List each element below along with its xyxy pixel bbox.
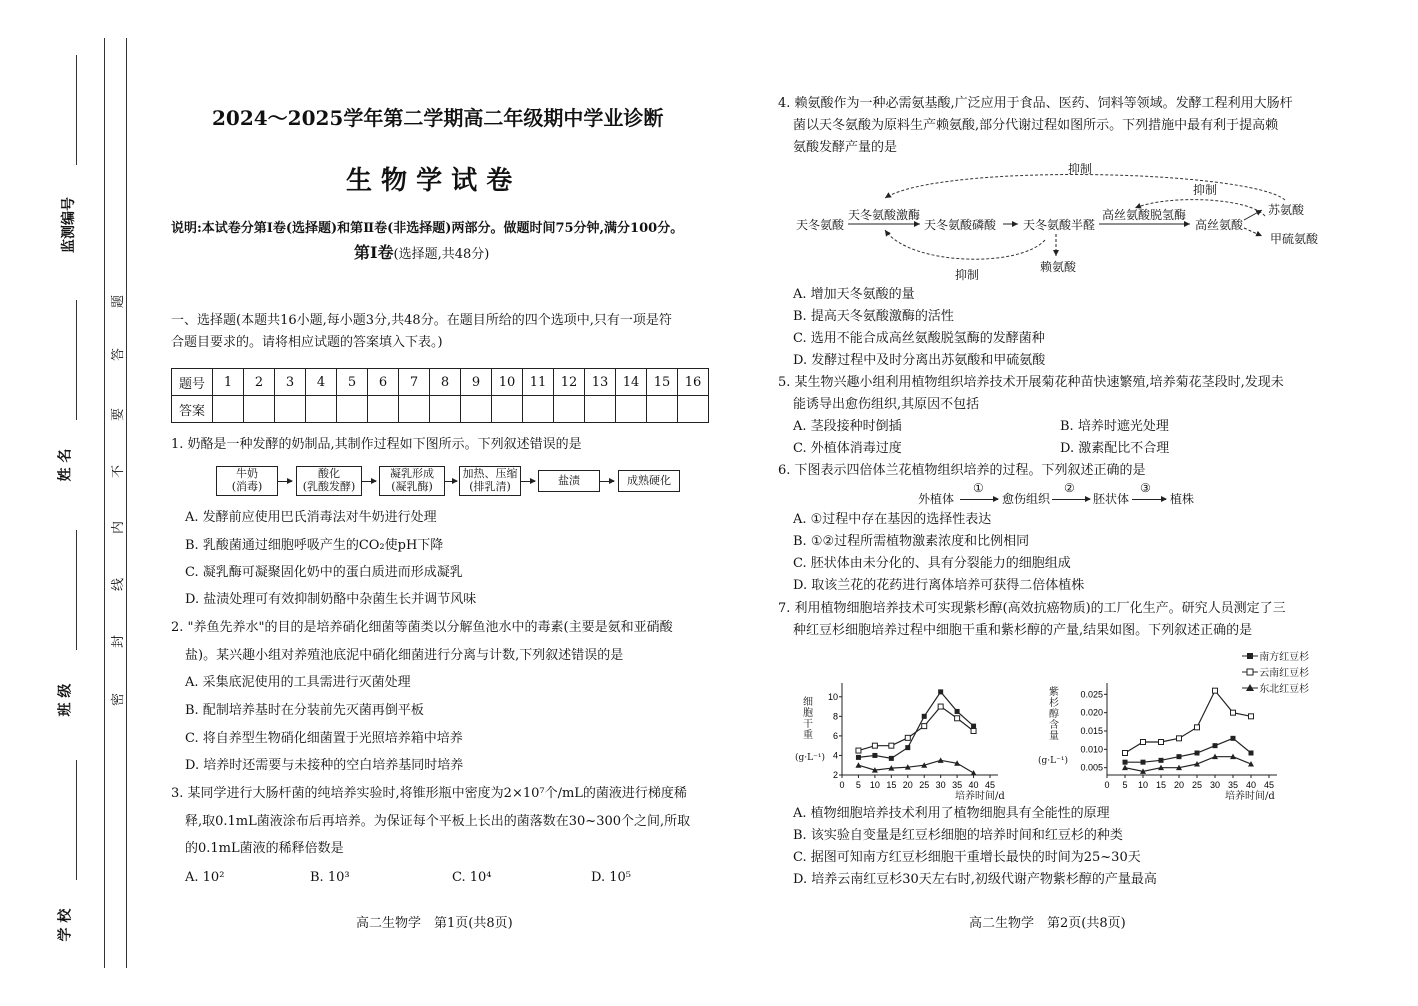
- x-tick-label: 30: [1209, 780, 1221, 788]
- y-tick-label: 10: [827, 691, 838, 702]
- part1-title: 第Ⅰ卷: [354, 243, 394, 262]
- chart2-xlabel: 培养时间/d: [1225, 791, 1275, 802]
- q4-enzyme-kinase: 天冬氨酸激酶: [848, 208, 921, 222]
- q1-flow-ripen: 成熟硬化: [618, 470, 680, 492]
- side-underline-2: [76, 300, 77, 420]
- q5-stem-line2: 能诱导出愈伤组织,其原因不包括: [793, 397, 980, 412]
- data-point: [1231, 736, 1236, 741]
- data-point: [938, 757, 944, 763]
- footer-page2: 高二生物学 第2页(共8页): [969, 916, 1126, 931]
- chart1-xlabel: 培养时间/d: [955, 791, 1005, 802]
- x-tick-label: 10: [869, 780, 880, 788]
- q3-stem-line3: 的0.1mL菌液的稀释倍数是: [185, 841, 344, 856]
- q4-inhibit-label-bottom: 抑制: [955, 268, 980, 282]
- answer-cell[interactable]: [213, 396, 244, 423]
- data-point: [1177, 754, 1182, 759]
- q5-option-b: B. 培养时遮光处理: [1060, 419, 1169, 434]
- data-point: [856, 755, 861, 760]
- q1-flow-heat: [459, 466, 521, 496]
- chart1-ylabel: [802, 697, 814, 741]
- question-number: 5: [337, 369, 368, 396]
- binding-line-inner: [126, 38, 127, 968]
- x-tick-label: 45: [984, 780, 996, 788]
- answer-cell[interactable]: [585, 396, 616, 423]
- q6-stem: 6. 下图表示四倍体兰花植物组织培养的过程。下列叙述正确的是: [778, 463, 1146, 478]
- q2-option-b: B. 配制培养基时在分装前先灭菌再倒平板: [185, 703, 424, 718]
- data-point: [855, 762, 861, 768]
- x-tick-label: 40: [968, 780, 979, 788]
- y-tick-label: 6: [832, 730, 838, 741]
- q6-option-d: D. 取该兰花的花药进行离体培养可获得二倍体植株: [793, 578, 1085, 593]
- data-point: [955, 709, 960, 714]
- ylabel-char: 醇: [1049, 709, 1059, 720]
- q4-node-semialdehyde: 天冬氨酸半醛: [1023, 218, 1096, 232]
- y-tick-label: 0.005: [1080, 762, 1103, 773]
- ylabel-char: 量: [1049, 731, 1059, 742]
- side-label-class: 班 级: [57, 683, 74, 717]
- part1-subtitle: (选择题,共48分): [393, 247, 490, 262]
- side-underline-1: [76, 55, 77, 165]
- side-label-name: 姓 名: [57, 448, 74, 482]
- q4-node-phosphate: 天冬氨酸磷酸: [924, 218, 997, 232]
- q5-option-c: C. 外植体消毒过度: [793, 441, 902, 456]
- data-point: [1213, 688, 1218, 693]
- answer-table-label-answer: 答案: [172, 396, 213, 423]
- question-number: 15: [647, 369, 678, 396]
- side-underline-3: [76, 530, 77, 650]
- data-point: [1249, 714, 1254, 719]
- question-number: 7: [399, 369, 430, 396]
- q3-stem-line1: 3. 某同学进行大肠杆菌的纯培养实验时,将锥形瓶中密度为2×10⁷个/mL的菌液进行梯度稀: [171, 786, 687, 801]
- q3-stem-line2: 释,取0.1mL菌液涂布后再培养。为保证每个平板上长出的菌落数在30~300个之间,所取: [185, 814, 691, 829]
- y-tick-label: 0.010: [1080, 744, 1103, 755]
- q6-flow-callus: 愈伤组织: [1002, 492, 1051, 506]
- q4-node-threonine: 苏氨酸: [1268, 203, 1305, 217]
- x-tick-label: 20: [902, 780, 913, 788]
- y-tick-label: 8: [832, 711, 838, 722]
- data-point: [938, 689, 943, 694]
- q6-arrow-1: [960, 499, 998, 500]
- q3-option-a: A. 10²: [185, 870, 225, 885]
- seal-char: 密: [111, 692, 127, 707]
- legend-label: 东北红豆杉: [1259, 684, 1310, 695]
- q1-option-d: D. 盐渍处理可有效抑制奶酪中杂菌生长并调节风味: [185, 592, 477, 607]
- q2-option-c: C. 将自养型生物硝化细菌置于光照培养箱中培养: [185, 731, 463, 746]
- section1-intro-line1: 一、选择题(本题共16小题,每小题3分,共48分。在题目所给的四个选项中,只有一项是符: [171, 313, 672, 328]
- q4-node-aspartate: 天冬氨酸: [796, 218, 845, 232]
- q6-flow-step1: ①: [973, 481, 984, 495]
- data-point: [1141, 760, 1146, 765]
- q3-option-d: D. 10⁵: [591, 870, 631, 885]
- flow-sublabel: (消毒): [231, 480, 263, 493]
- data-point: [1249, 751, 1254, 756]
- q4-stem-line2: 菌以天冬氨酸为原料生产赖氨酸,部分代谢过程如图所示。下列措施中最有利于提高赖: [793, 118, 1279, 133]
- q1-option-b: B. 乳酸菌通过细胞呼吸产生的CO₂使pH下降: [185, 538, 444, 553]
- side-underline-4: [76, 760, 77, 880]
- binding-line-outer: [104, 38, 105, 968]
- x-tick-label: 25: [919, 780, 930, 788]
- question-number: 3: [275, 369, 306, 396]
- legend-label: 南方红豆杉: [1259, 652, 1310, 663]
- seal-char: 封: [111, 634, 127, 649]
- chart-dry-weight: [820, 683, 1000, 788]
- answer-cell[interactable]: [616, 396, 647, 423]
- answer-cell[interactable]: [244, 396, 275, 423]
- data-point: [1123, 751, 1128, 756]
- answer-cell[interactable]: [337, 396, 368, 423]
- question-number: 10: [492, 369, 523, 396]
- section1-intro-line2: 合题目要求的。请将相应试题的答案填入下表。): [171, 335, 443, 350]
- q2-stem-line1: 2. "养鱼先养水"的目的是培养硝化细菌等菌类以分解鱼池水中的毒素(主要是氨和亚硝酸: [171, 620, 673, 635]
- q4-stem-line1: 4. 赖氨酸作为一种必需氨基酸,广泛应用于食品、医药、饲料等领域。发酵工程利用大肠杆: [778, 96, 1293, 111]
- q5-stem-line1: 5. 某生物兴趣小组利用植物组织培养技术开展菊花种苗快速繁殖,培养菊花茎段时,发现未: [778, 375, 1284, 390]
- q1-stem: 1. 奶酪是一种发酵的奶制品,其制作过程如下图所示。下列叙述错误的是: [171, 437, 582, 452]
- answer-cell[interactable]: [492, 396, 523, 423]
- q4-inhibit-label-top: 抑制: [1068, 162, 1093, 176]
- question-number: 16: [678, 369, 709, 396]
- q4-enzyme-dehydrogenase: 高丝氨酸脱氢酶: [1102, 208, 1187, 222]
- answer-cell[interactable]: [368, 396, 399, 423]
- q1-flow-salt: 盐渍: [538, 470, 600, 492]
- x-tick-label: 45: [1263, 780, 1275, 788]
- chart2-ylabel: [1048, 687, 1060, 742]
- legend-item-yunnan: [1242, 666, 1309, 682]
- q4-node-methionine: 甲硫氨酸: [1270, 232, 1319, 246]
- data-point: [971, 729, 976, 734]
- chart-taxol-content: [1062, 683, 1287, 788]
- x-tick-label: 35: [952, 780, 963, 788]
- legend-label: 云南红豆杉: [1259, 668, 1310, 679]
- x-tick-label: 30: [935, 780, 946, 788]
- q6-flow-embryoid: 胚状体: [1093, 492, 1130, 506]
- data-point: [922, 724, 927, 729]
- data-point: [889, 743, 894, 748]
- seal-char: 要: [111, 407, 127, 422]
- q3-option-c: C. 10⁴: [452, 870, 492, 885]
- q1-flow-acidify: [296, 466, 362, 496]
- flow-sublabel: (排乳清): [469, 480, 511, 493]
- legend-item-south: [1242, 650, 1309, 666]
- footer-page1: 高二生物学 第1页(共8页): [356, 916, 513, 931]
- data-point: [955, 716, 960, 721]
- data-point: [1213, 743, 1218, 748]
- ylabel-char: 紫: [1049, 687, 1059, 698]
- question-number: 14: [616, 369, 647, 396]
- q2-stem-line2: 盐)。某兴趣小组对养殖池底泥中硝化细菌进行分离与计数,下列叙述错误的是: [185, 648, 624, 663]
- question-number: 13: [585, 369, 616, 396]
- q6-arrow-2: [1052, 499, 1090, 500]
- ylabel-char: 杉: [1049, 698, 1059, 709]
- q1-flow-milk: [216, 466, 278, 496]
- ylabel-char: 胞: [803, 708, 813, 719]
- data-point: [905, 745, 910, 750]
- answer-cell[interactable]: [430, 396, 461, 423]
- y-tick-label: 0.020: [1080, 707, 1103, 718]
- question-number: 6: [368, 369, 399, 396]
- seal-char: 题: [111, 294, 127, 309]
- chart1-yunit: (g·L⁻¹): [795, 753, 825, 763]
- q4-option-b: B. 提高天冬氨酸激酶的活性: [793, 309, 954, 324]
- answer-cell[interactable]: [647, 396, 678, 423]
- q6-arrow-3: [1132, 499, 1166, 500]
- data-point: [889, 756, 894, 761]
- answer-cell[interactable]: [306, 396, 337, 423]
- q4-option-d: D. 发酵过程中及时分离出苏氨酸和甲硫氨酸: [793, 353, 1046, 368]
- x-tick-label: 0: [1104, 780, 1110, 788]
- side-label-school: 学 校: [57, 908, 74, 942]
- ylabel-char: 细: [803, 697, 813, 708]
- subject-title: 生 物 学 试 卷: [346, 166, 513, 196]
- data-point: [922, 714, 927, 719]
- y-tick-label: 0.025: [1080, 689, 1103, 700]
- x-tick-label: 15: [1155, 780, 1167, 788]
- data-point: [1231, 710, 1236, 715]
- part1-heading: [354, 240, 489, 263]
- q1-arrow: [362, 481, 376, 482]
- x-tick-label: 5: [855, 780, 861, 788]
- data-point: [938, 704, 943, 709]
- data-point: [905, 735, 910, 740]
- ylabel-char: 干: [803, 719, 813, 730]
- q4-inhibit-label-mid: 抑制: [1193, 183, 1218, 197]
- data-point: [1177, 736, 1182, 741]
- question-number: 12: [554, 369, 585, 396]
- y-tick-label: 2: [832, 770, 838, 780]
- data-point: [1159, 758, 1164, 763]
- q6-flow-step2: ②: [1064, 481, 1075, 495]
- y-tick-label: 0.015: [1080, 726, 1103, 736]
- ylabel-char: 重: [803, 730, 813, 741]
- x-tick-label: 20: [1173, 780, 1185, 788]
- q6-flow-step3: ③: [1140, 481, 1151, 495]
- q7-option-a: A. 植物细胞培养技术利用了植物细胞具有全能性的原理: [793, 806, 1110, 821]
- x-tick-label: 40: [1245, 780, 1257, 788]
- flow-label: 牛奶: [236, 467, 258, 480]
- q5-option-a: A. 茎段接种时倒插: [793, 419, 902, 434]
- answer-cell[interactable]: [678, 396, 709, 423]
- data-point: [971, 770, 977, 776]
- q4-option-c: C. 选用不能合成高丝氨酸脱氢酶的发酵菌种: [793, 331, 1045, 346]
- q2-option-a: A. 采集底泥使用的工具需进行灭菌处理: [185, 675, 411, 690]
- data-point: [1195, 725, 1200, 730]
- exam-title: 2024～2025学年第二学期高二年级期中学业诊断: [212, 106, 664, 130]
- q1-arrow: [600, 481, 614, 482]
- flow-label: 凝乳形成: [390, 467, 434, 480]
- q1-arrow: [278, 481, 292, 482]
- q1-option-a: A. 发酵前应使用巴氏消毒法对牛奶进行处理: [185, 510, 437, 525]
- q6-option-c: C. 胚状体由未分化的、具有分裂能力的细胞组成: [793, 556, 1071, 571]
- answer-cell[interactable]: [523, 396, 554, 423]
- q7-option-c: C. 据图可知南方红豆杉细胞干重增长最快的时间为25~30天: [793, 850, 1141, 865]
- x-tick-label: 35: [1227, 780, 1239, 788]
- q6-flow-plant: 植株: [1170, 492, 1195, 506]
- answer-cell[interactable]: [461, 396, 492, 423]
- q5-option-d: D. 激素配比不合理: [1060, 441, 1170, 456]
- data-point: [1195, 751, 1200, 756]
- q4-node-homoserine: 高丝氨酸: [1195, 218, 1244, 232]
- exam-note: 说明:本试卷分第Ⅰ卷(选择题)和第Ⅱ卷(非选择题)两部分。做题时间75分钟,满分100分。: [171, 221, 684, 236]
- q4-option-a: A. 增加天冬氨酸的量: [793, 287, 915, 302]
- data-point: [1123, 760, 1128, 765]
- chart2-yunit: (g·L⁻¹): [1038, 756, 1068, 766]
- flow-sublabel: (凝乳酶): [391, 480, 433, 493]
- q7-stem-line2: 种红豆杉细胞培养过程中细胞干重和紫杉醇的产量,结果如图。下列叙述正确的是: [793, 623, 1253, 638]
- data-point: [872, 753, 877, 758]
- q4-node-lysine: 赖氨酸: [1040, 260, 1077, 274]
- q6-option-a: A. ①过程中存在基因的选择性表达: [793, 512, 992, 527]
- answer-cell[interactable]: [275, 396, 306, 423]
- y-tick-label: 4: [832, 750, 838, 761]
- answer-table-label-number: 题号: [172, 369, 213, 396]
- x-tick-label: 5: [1122, 780, 1128, 788]
- answer-table-answer-row: [172, 396, 709, 423]
- q1-arrow: [445, 481, 457, 482]
- q4-stem-line3: 氨酸发酵产量的是: [793, 140, 898, 155]
- q1-flow-curd: [379, 466, 445, 496]
- q1-arrow: [521, 481, 535, 482]
- answer-table-header-row: [172, 369, 709, 396]
- question-number: 8: [430, 369, 461, 396]
- answer-cell[interactable]: [399, 396, 430, 423]
- q6-flow-explant: 外植体: [918, 492, 955, 506]
- answer-cell[interactable]: [554, 396, 585, 423]
- flow-sublabel: (乳酸发酵): [302, 480, 356, 493]
- q7-option-b: B. 该实验自变量是红豆杉细胞的培养时间和红豆杉的种类: [793, 828, 1123, 843]
- data-point: [971, 724, 976, 729]
- q2-option-d: D. 培养时还需要与未接种的空白培养基同时培养: [185, 758, 464, 773]
- flow-label: 加热、压缩: [462, 467, 518, 480]
- data-point: [1122, 765, 1128, 771]
- ylabel-char: 含: [1049, 720, 1059, 731]
- data-point: [1141, 740, 1146, 745]
- seal-char: 线: [111, 577, 127, 592]
- q7-stem-line1: 7. 利用植物细胞培养技术可实现紫杉醇(高效抗癌物质)的工厂化生产。研究人员测定了三: [778, 601, 1286, 616]
- question-number: 11: [523, 369, 554, 396]
- flow-label: 酸化: [318, 467, 340, 480]
- question-number: 1: [213, 369, 244, 396]
- q3-option-b: B. 10³: [310, 870, 350, 885]
- answer-table: [171, 368, 709, 423]
- q1-option-c: C. 凝乳酶可凝聚固化奶中的蛋白质进而形成凝乳: [185, 565, 463, 580]
- seal-char: 内: [111, 520, 127, 535]
- x-tick-label: 25: [1191, 780, 1203, 788]
- data-point: [872, 743, 877, 748]
- seal-char: 不: [111, 464, 127, 479]
- x-tick-label: 0: [839, 780, 845, 788]
- x-tick-label: 10: [1137, 780, 1149, 788]
- x-tick-label: 15: [886, 780, 897, 788]
- q6-option-b: B. ①②过程所需植物激素浓度和比例相同: [793, 534, 1030, 549]
- question-number: 4: [306, 369, 337, 396]
- question-number: 9: [461, 369, 492, 396]
- q7-option-d: D. 培养云南红豆杉30天左右时,初级代谢产物紫杉醇的产量最高: [793, 872, 1157, 887]
- data-point: [1159, 740, 1164, 745]
- side-label-monitor-id: 监测编号: [61, 197, 77, 253]
- question-number: 2: [244, 369, 275, 396]
- seal-char: 答: [111, 347, 127, 362]
- data-point: [856, 748, 861, 753]
